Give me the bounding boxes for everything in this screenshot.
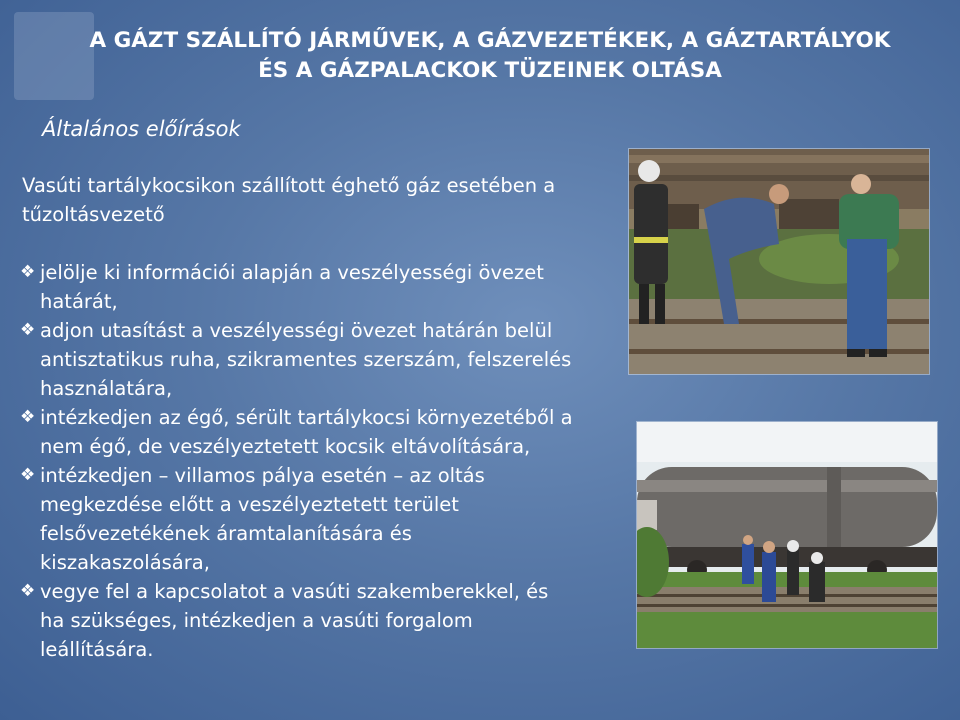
bullet-line: antisztatikus ruha, szikramentes szerszám, felszerelés (40, 348, 572, 371)
bullet-line: adjon utasítást a veszélyességi övezet határán belül (40, 319, 553, 342)
photo-railway-inspection (628, 148, 930, 375)
bullet-item-5 (20, 577, 630, 664)
bullet-item-4 (20, 461, 630, 577)
intro-line-2: tűzoltásvezető (22, 203, 165, 226)
intro-line-1: Vasúti tartálykocsikon szállított éghető gáz esetében a (22, 174, 556, 197)
bullet-item-2 (20, 316, 630, 403)
diamond-bullet-icon: ❖ (20, 320, 36, 340)
bullet-line: vegye fel a kapcsolatot a vasúti szakemberekkel, és (40, 580, 549, 603)
diamond-bullet-icon: ❖ (20, 581, 36, 601)
bullet-line: felsővezetékének áramtalanítására és (40, 522, 412, 545)
bullet-line: leállítására. (40, 638, 154, 661)
bullet-line: használatára, (40, 377, 173, 400)
title-line-1: A GÁZT SZÁLLÍTÓ JÁRMŰVEK, A GÁZVEZETÉKEK, A GÁZTARTÁLYOK (89, 28, 891, 53)
bullet-line: intézkedjen az égő, sérült tartálykocsi környezetéből a (40, 406, 573, 429)
bullet-line: intézkedjen – villamos pálya esetén – az oltás (40, 464, 485, 487)
title-line-2: ÉS A GÁZPALACKOK TÜZEINEK OLTÁSA (258, 58, 722, 83)
slide-subtitle: Általános előírások (42, 117, 241, 141)
bullet-line: megkezdése előtt a veszélyeztetett terület (40, 493, 459, 516)
bullet-line: határát, (40, 290, 118, 313)
slide-title (70, 26, 910, 86)
diamond-bullet-icon: ❖ (20, 407, 36, 427)
bullet-list (20, 258, 630, 664)
intro-text (22, 171, 622, 229)
bullet-item-1 (20, 258, 630, 316)
diamond-bullet-icon: ❖ (20, 262, 36, 282)
bullet-line: kiszakaszolására, (40, 551, 210, 574)
photo-tank-wagon (636, 421, 938, 649)
bullet-item-3 (20, 403, 630, 461)
bullet-line: ha szükséges, intézkedjen a vasúti forgalom (40, 609, 473, 632)
bullet-line: nem égő, de veszélyeztetett kocsik eltávolítására, (40, 435, 531, 458)
bullet-line: jelölje ki információi alapján a veszélyességi övezet (40, 261, 544, 284)
diamond-bullet-icon: ❖ (20, 465, 36, 485)
